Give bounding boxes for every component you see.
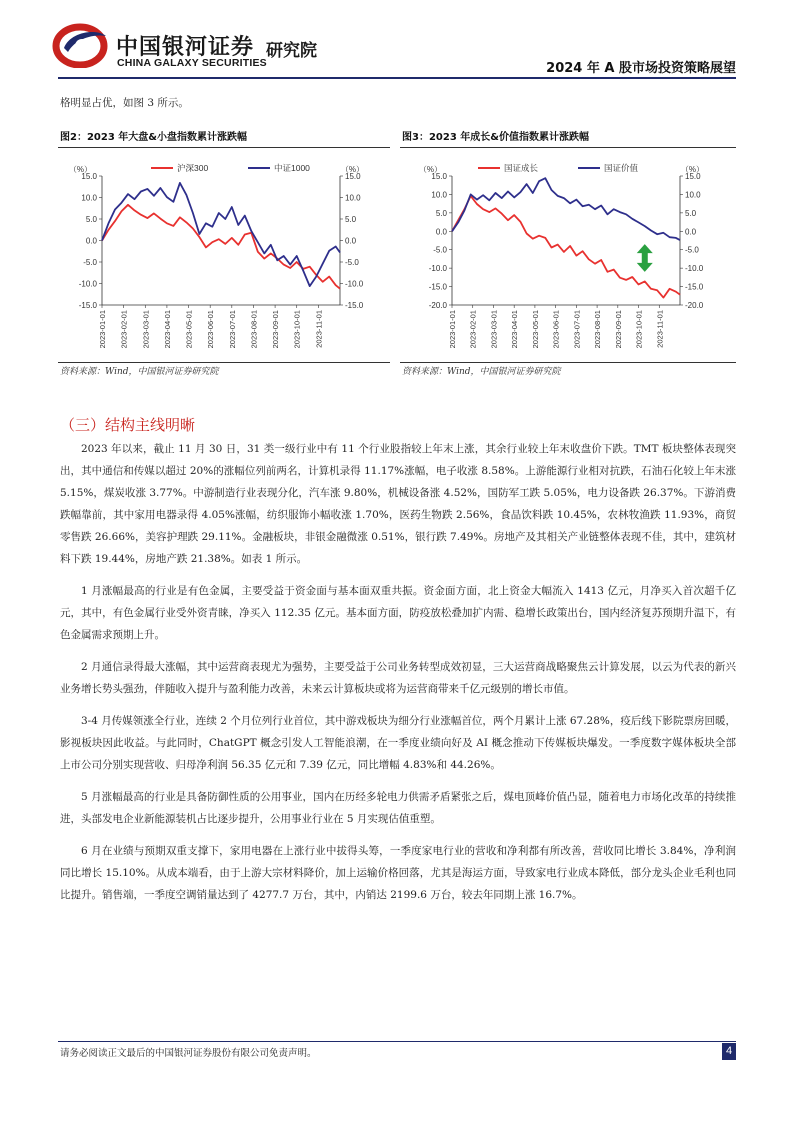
arrow-head-up: [637, 244, 653, 253]
footer-disclaimer: 请务必阅读正文最后的中国银河证券股份有限公司免责声明。: [60, 1048, 317, 1059]
x-tick-label: 2023-08-01: [593, 310, 603, 349]
y-tick-label-left: 5.0: [435, 208, 447, 218]
x-tick-label: 2023-02-01: [468, 310, 478, 349]
section-title: （三）结构主线明晰: [60, 416, 196, 434]
y-tick-label-right: 0.0: [685, 227, 697, 237]
report-title: 2024 年 A 股市场投资策略展望: [546, 61, 736, 76]
department-name: 研究院: [266, 41, 317, 61]
y-tick-label-right: 15.0: [345, 172, 361, 181]
figure3-top-rule: [400, 147, 736, 148]
arrow-head-down: [637, 263, 653, 272]
figure3-title: 图3：2023 年成长&价值指数累计涨跌幅: [402, 132, 589, 143]
y-tick-label-left: 10.0: [81, 193, 97, 203]
figure3-chart: [400, 150, 736, 360]
y-tick-label-left: -15.0: [428, 282, 447, 292]
y-unit-left: （%）: [68, 165, 92, 174]
paragraph-4: 3-4 月传媒领涨全行业，连续 2 个月位列行业首位，其中游戏板块为细分行业涨幅首位，两个月累计上涨 67.28%，疫后线下影院票房回暖，影视板块因此收益。与此同时，ChatGPT 概念引发人工智能浪潮，在一季度业绩向好及 AI 概念推动下传媒板块爆发。一季度数字媒体板块全部上市公司分别实现营收、归母净利润 56.35 亿元和 7.39 亿元，同比增幅 4.83%和 44.26%。: [60, 715, 736, 771]
body-content: [60, 438, 736, 906]
arrow-shaft: [642, 252, 648, 264]
x-tick-label: 2023-02-01: [119, 310, 129, 349]
series-line-2: [452, 178, 680, 240]
figure2-title: 图2：2023 年大盘&小盘指数累计涨跌幅: [60, 132, 247, 143]
y-tick-label-left: -5.0: [433, 245, 447, 255]
y-tick-label-right: -15.0: [345, 301, 364, 310]
x-tick-label: 2023-06-01: [206, 310, 216, 349]
x-tick-label: 2023-04-01: [162, 310, 172, 349]
paragraph-2: 1 月涨幅最高的行业是有色金属，主要受益于资金面与基本面双重共振。资金面方面，北上资金大幅流入 1413 亿元，月净买入首次超千亿元，其中，有色金属行业受外资青睐，净买入 112.35 亿元。基本面方面，防疫放松叠加扩内需、稳增长政策出台，国内经济复苏预期升温下，有色金属需求预期上升。: [60, 585, 736, 641]
company-name-cn: 中国银河证券: [116, 35, 255, 60]
x-tick-label: 2023-10-01: [292, 310, 302, 349]
header-rule: [58, 77, 736, 79]
x-tick-label: 2023-01-01: [98, 310, 107, 349]
x-tick-label: 2023-07-01: [227, 310, 237, 349]
y-tick-label-left: 15.0: [431, 172, 447, 181]
y-tick-label-left: -5.0: [83, 258, 97, 267]
y-unit-left: （%）: [418, 165, 442, 174]
x-tick-label: 2023-07-01: [572, 310, 582, 349]
y-tick-label-right: 5.0: [345, 215, 357, 224]
y-tick-label-right: -5.0: [685, 245, 699, 255]
y-tick-label-right: -20.0: [685, 301, 704, 310]
y-tick-label-left: 10.0: [431, 190, 447, 200]
x-tick-label: 2023-06-01: [551, 310, 561, 349]
x-tick-label: 2023-09-01: [613, 310, 623, 349]
company-name-en: CHINA GALAXY SECURITIES: [117, 57, 267, 69]
intro-line: 格明显占优，如图 3 所示。: [60, 97, 189, 109]
figure3-source: 资料来源：Wind，中国银河证券研究院: [402, 367, 561, 377]
x-tick-label: 2023-05-01: [530, 310, 540, 349]
y-tick-label-left: 0.0: [435, 227, 447, 237]
figure3-bottom-rule: [400, 362, 736, 363]
y-tick-label-right: -15.0: [685, 282, 704, 292]
y-tick-label-left: -15.0: [78, 301, 97, 310]
x-tick-label: 2023-10-01: [634, 310, 644, 349]
x-tick-label: 2023-09-01: [271, 310, 281, 349]
x-tick-label: 2023-11-01: [314, 310, 324, 348]
series-line-2: [102, 183, 340, 286]
figure2-chart: [58, 150, 390, 360]
y-tick-label-right: -10.0: [345, 279, 364, 289]
figure2-source: 资料来源：Wind，中国银河证券研究院: [60, 367, 219, 377]
y-tick-label-left: -10.0: [428, 264, 447, 274]
x-tick-label: 2023-03-01: [141, 310, 151, 349]
y-tick-label-right: 10.0: [685, 190, 701, 200]
legend-label-2: 国证价值: [604, 163, 639, 173]
paragraph-3: 2 月通信录得最大涨幅，其中运营商表现尤为强势，主要受益于公司业务转型成效初显，三大运营商战略聚焦云计算发展，以云为代表的新兴业务增长势头强劲，伴随收入提升与盈利能力改善，未来云计算板块或将为运营商带来千亿元级别的增长市值。: [60, 661, 736, 695]
figure2-top-rule: [58, 147, 390, 148]
y-tick-label-left: 15.0: [81, 172, 97, 181]
footer-rule: [58, 1041, 736, 1042]
page-number: 4: [722, 1043, 736, 1060]
y-tick-label-right: 0.0: [345, 236, 357, 246]
y-unit-right: （%）: [340, 165, 364, 174]
x-tick-label: 2023-01-01: [448, 310, 457, 349]
y-tick-label-right: -10.0: [685, 264, 704, 274]
legend-label-1: 沪深300: [177, 163, 209, 173]
y-tick-label-left: 0.0: [85, 236, 97, 246]
y-tick-label-left: -10.0: [78, 279, 97, 289]
y-tick-label-left: 5.0: [85, 215, 97, 224]
y-tick-label-right: 10.0: [345, 193, 361, 203]
legend-label-1: 国证成长: [504, 163, 539, 173]
legend-label-2: 中证1000: [274, 163, 310, 173]
paragraph-6: 6 月在业绩与预期双重支撑下，家用电器在上涨行业中拔得头筹，一季度家电行业的营收和净利都有所改善，营收同比增长 3.84%，净利润同比增长 15.10%。从成本端看，由于上游大宗材料降价，加上运输价格回落，尤其是海运方面，导致家电行业成本降低，部分龙头企业毛利也同比提升。销售端，一季度空调销量达到了 4277.7 万台，其中，内销达 2199.6 万台，较去年同期上涨 16.7%。: [60, 845, 736, 901]
x-tick-label: 2023-05-01: [184, 310, 194, 349]
y-tick-label-right: 5.0: [685, 208, 697, 218]
series-line-1: [102, 205, 340, 289]
x-tick-label: 2023-03-01: [489, 310, 499, 349]
y-tick-label-left: -20.0: [428, 301, 447, 310]
figure2-bottom-rule: [58, 362, 390, 363]
y-unit-right: （%）: [680, 165, 704, 174]
x-tick-label: 2023-08-01: [249, 310, 259, 349]
double-arrow-icon: [637, 244, 653, 272]
y-tick-label-right: 15.0: [685, 172, 701, 181]
x-tick-label: 2023-04-01: [510, 310, 520, 349]
x-tick-label: 2023-11-01: [655, 310, 665, 348]
y-tick-label-right: -5.0: [345, 258, 359, 267]
galaxy-logo-icon: [52, 22, 110, 68]
paragraph-5: 5 月涨幅最高的行业是具备防御性质的公用事业，国内在历经多轮电力供需矛盾紧张之后，煤电顶峰价值凸显，随着电力市场化改革的持续推进，头部发电企业新能源装机占比逐步提升，公用事业行业在 5 月实现估值重塑。: [60, 791, 736, 825]
paragraph-1: 2023 年以来，截止 11 月 30 日，31 类一级行业中有 11 个行业股指较上年末上涨，其余行业较上年末收盘价下跌。TMT 板块整体表现突出，其中通信和传媒以超过 20%的涨幅位列前两名，计算机录得 11.17%涨幅，电子收涨 8.58%。上游能源行业相对抗跌，石油石化较上年末涨 5.15%，煤炭收涨 3.77%。中游制造行业表现分化，汽车涨 9.80%，机械设备涨 4.52%，国防军工跌 5.05%，电力设备跌 26.37%。下游消费跌幅靠前，其中家用电器录得 4.05%涨幅，纺织服饰小幅收涨 1.70%，医药生物跌 2.56%，食品饮料跌 10.45%，农林牧渔跌 11.93%，商贸零售跌 26.66%，美容护理跌 29.11%。金融板块，非银金融微涨 0.51%，银行跌 7.49%。房地产及其相关产业链整体表现不佳，其中，建筑材料下跌 19.44%，房地产跌 21.38%。如表 1 所示。: [60, 443, 736, 565]
